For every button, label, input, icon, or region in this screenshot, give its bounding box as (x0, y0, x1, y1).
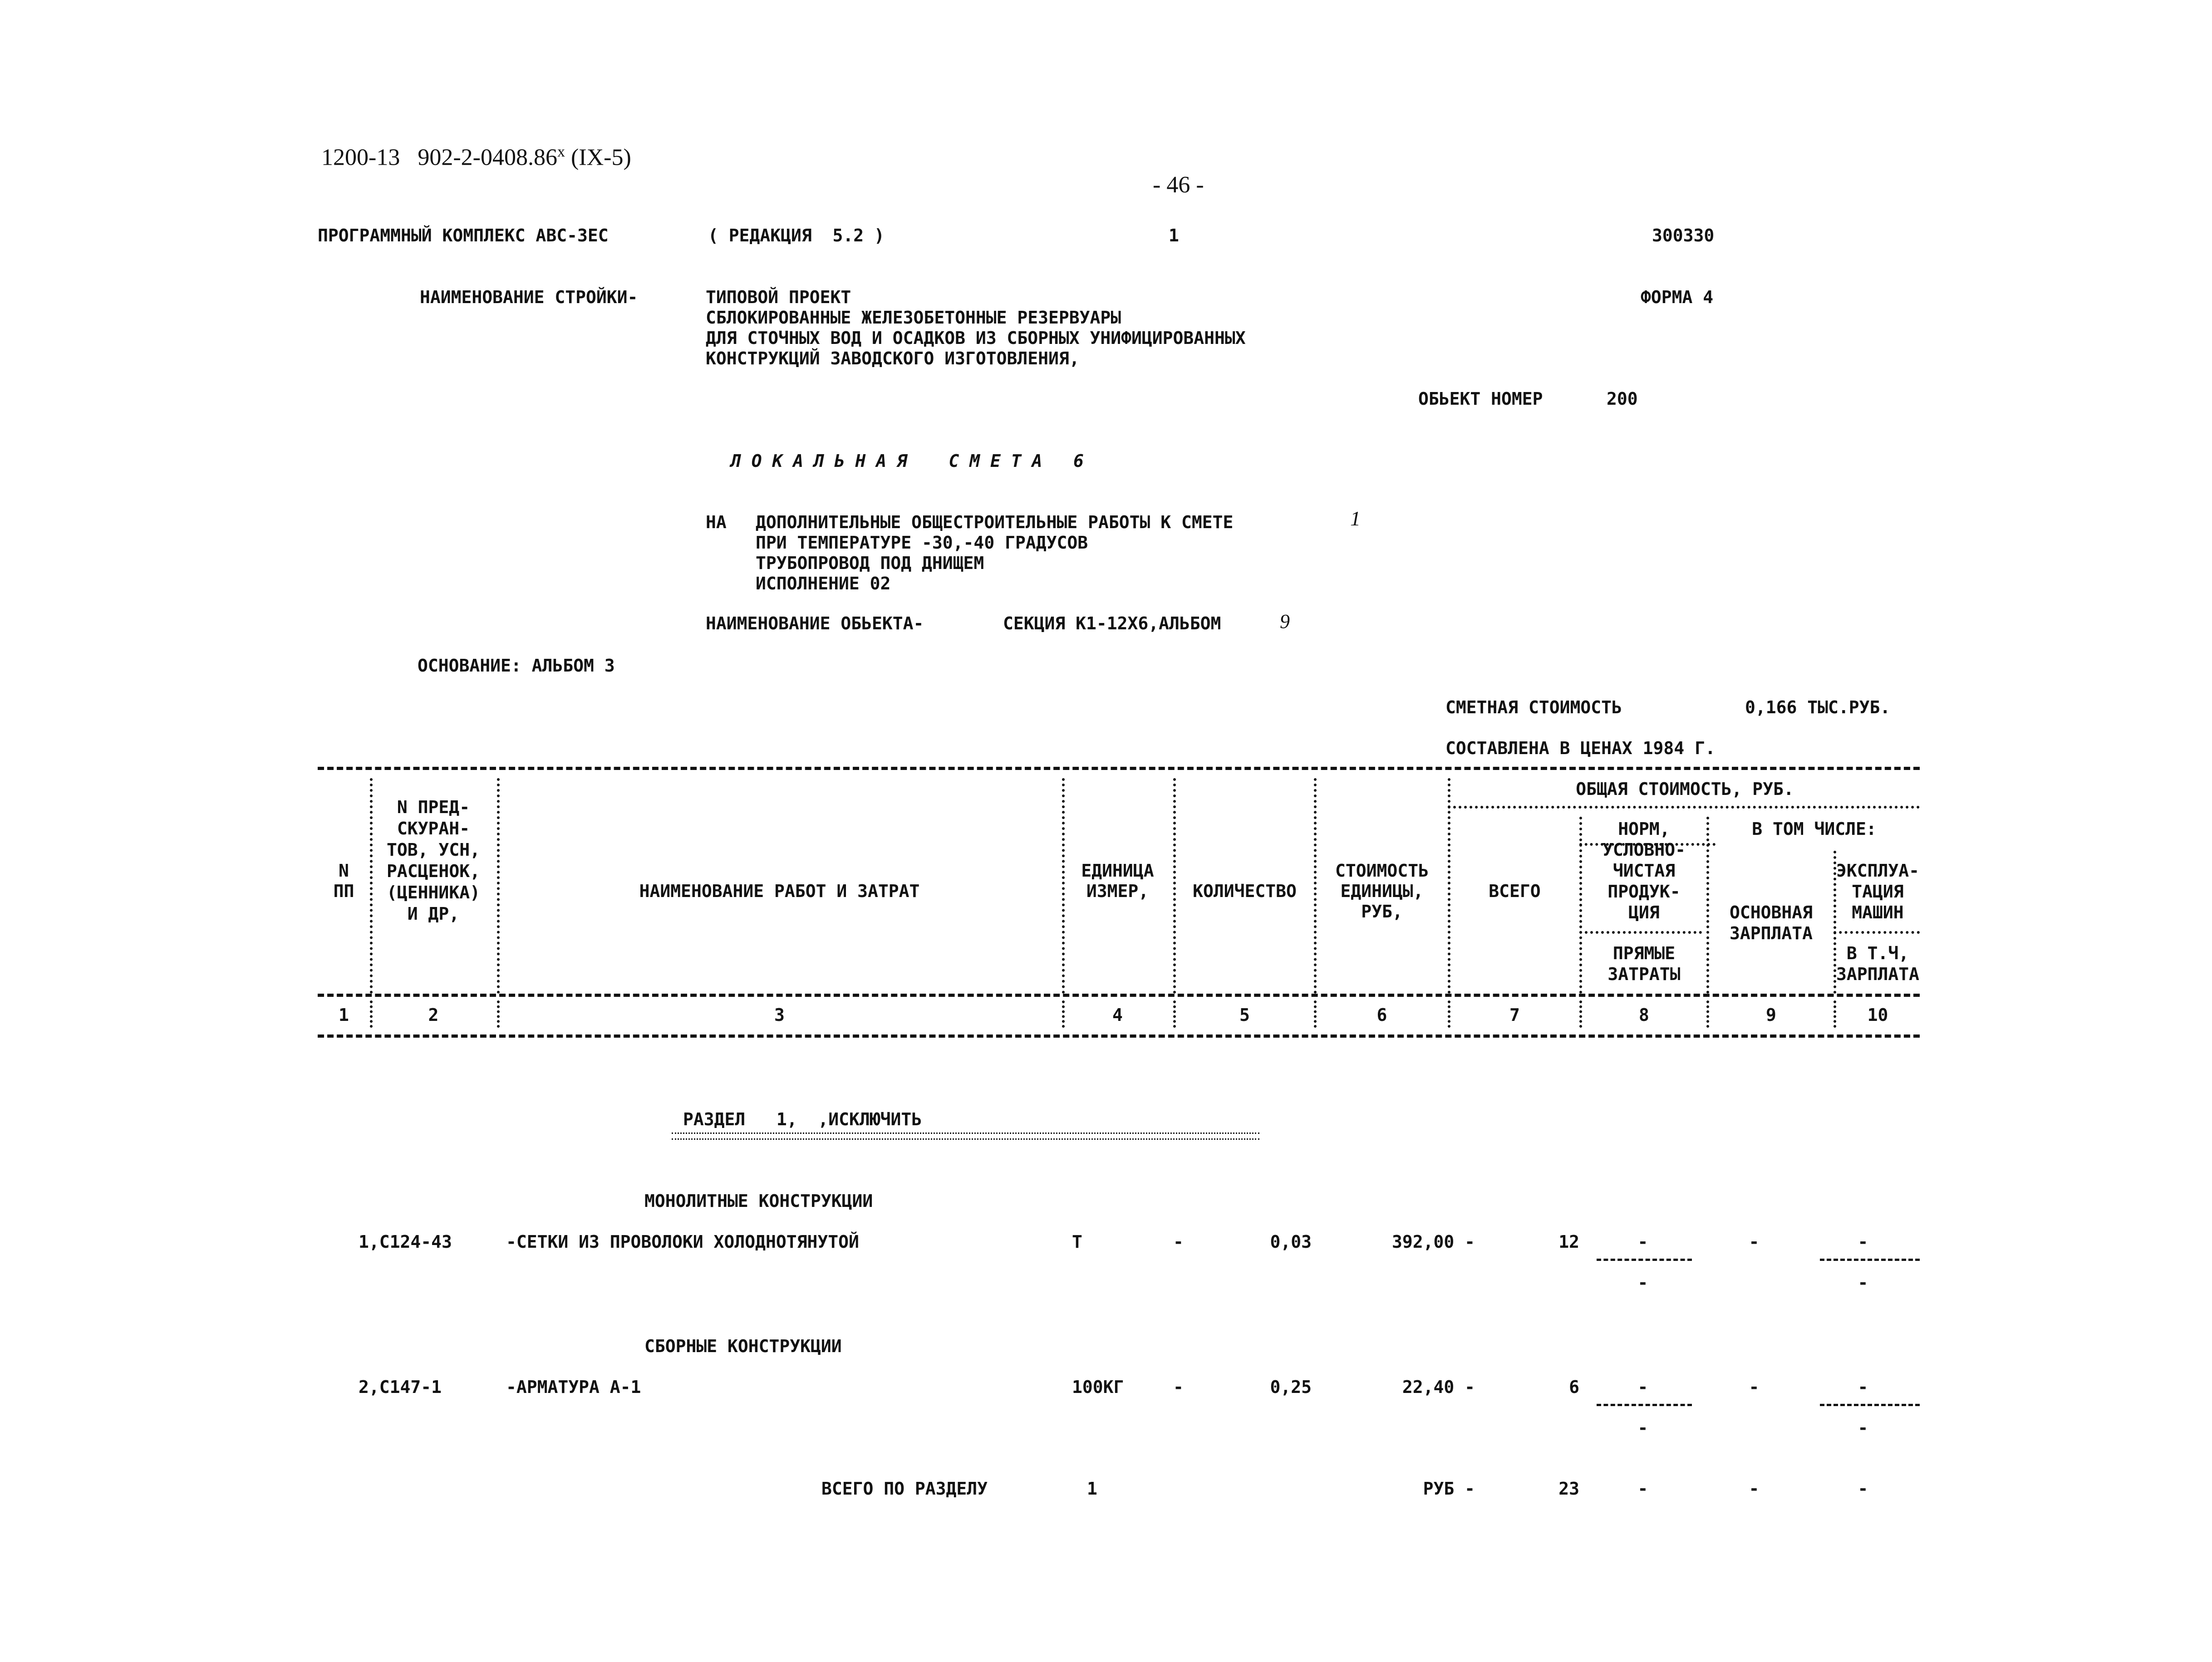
col-number-5: 5 (1239, 1005, 1250, 1025)
row-unit-dash: - (1173, 1377, 1184, 1397)
col-number-1: 1 (339, 1005, 349, 1025)
col8a-head-1: НОРМ, (1618, 819, 1670, 839)
col5-head: КОЛИЧЕСТВО (1193, 881, 1297, 901)
col10b-head-1: В Т.Ч, (1846, 943, 1909, 963)
row-work-name: -АРМАТУРА А-1 (506, 1377, 641, 1397)
row-col10-wage: - (1858, 1273, 1868, 1293)
row-work-name: -СЕТКИ ИЗ ПРОВОЛОКИ ХОЛОДНОТЯНУТОЙ (506, 1232, 859, 1252)
construction-line-3: ДЛЯ СТОЧНЫХ ВОД И ОСАДКОВ ИЗ СБОРНЫХ УНИФИЦИРОВАННЫХ (706, 328, 1246, 348)
header-top-rule (318, 767, 1920, 770)
col-number-7: 7 (1509, 1005, 1520, 1025)
col10-divider-rule (1834, 931, 1920, 934)
cost-label: СМЕТНАЯ СТОИМОСТЬ (1445, 697, 1622, 717)
purpose-line-4: ИСПОЛНЕНИЕ 02 (756, 574, 891, 593)
col8b-head-2: ЗАТРАТЫ (1607, 964, 1681, 984)
col-number-3: 3 (774, 1005, 785, 1025)
section-total-value: 23 (1558, 1479, 1579, 1499)
col-number-4: 4 (1112, 1005, 1123, 1025)
section-title-underline (672, 1133, 1259, 1140)
row-quantity: 0,03 (1270, 1232, 1312, 1252)
purpose-line-1: ДОПОЛНИТЕЛЬНЫЕ ОБЩЕСТРОИТЕЛЬНЫЕ РАБОТЫ К СМЕТЕ (756, 512, 1234, 532)
row-unit: Т (1072, 1232, 1082, 1252)
handwritten-album-number: 9 (1280, 610, 1290, 632)
row-col10-divider (1820, 1404, 1920, 1406)
col-number-6: 6 (1376, 1005, 1387, 1025)
row-unit-dash: - (1173, 1232, 1184, 1252)
section-total-col8: - (1637, 1479, 1648, 1499)
col8a-head-3: ЧИСТАЯ (1612, 861, 1676, 881)
col8-divider-rule (1579, 931, 1702, 934)
program-name: ПРОГРАММНЫЙ КОМПЛЕКС АВС-ЗЕС (318, 226, 609, 245)
construction-line-1: ТИПОВОЙ ПРОЕКТ (706, 287, 851, 307)
form-label: ФОРМА 4 (1641, 287, 1714, 307)
handwritten-estimate-ref: 1 (1350, 507, 1361, 530)
col10a-head-1: ЭКСПЛУА- (1836, 861, 1920, 881)
group-divider-rule (1448, 806, 1920, 809)
col1-head-1: N (339, 861, 349, 881)
document-code-tail: (IX-5) (565, 144, 631, 171)
object-number-label: ОБЬЕКТ НОМЕР (1418, 389, 1543, 409)
row-total: 6 (1569, 1377, 1579, 1397)
col8b-head-1: ПРЯМЫЕ (1612, 943, 1676, 963)
total-cost-group-head: ОБЩАЯ СТОИМОСТЬ, РУБ. (1576, 779, 1794, 799)
col6-head-1: СТОИМОСТЬ (1335, 861, 1429, 881)
section-total-col9: - (1749, 1479, 1760, 1499)
col2-head-4: РАСЦЕНОК, (387, 861, 480, 881)
row-total: 12 (1558, 1232, 1579, 1252)
col4-head-1: ЕДИНИЦА (1081, 861, 1154, 881)
row-col9: - (1749, 1377, 1760, 1397)
row-col8: - (1637, 1232, 1648, 1252)
estimate-title: Л О К А Л Ь Н А Я С М Е Т А 6 (731, 451, 1084, 471)
object-number-value: 200 (1607, 389, 1638, 409)
row-col10: - (1858, 1232, 1868, 1252)
row-unit: 100КГ (1072, 1377, 1124, 1397)
col-number-10: 10 (1867, 1005, 1888, 1025)
including-head: В ТОМ ЧИСЛЕ: (1752, 819, 1877, 839)
cost-value: 0,166 ТЫС.РУБ. (1745, 697, 1891, 717)
prices-basis: СОСТАВЛЕНА В ЦЕНАХ 1984 Г. (1445, 738, 1716, 758)
col1-head-2: ПП (333, 881, 354, 901)
col10a-head-2: ТАЦИЯ (1852, 882, 1904, 902)
page-number: - 46 - (1153, 172, 1204, 198)
col2-head-6: И ДР, (407, 904, 460, 924)
purpose-line-3: ТРУБОПРОВОД ПОД ДНИЩЕМ (756, 553, 984, 573)
row-col8-direct: - (1637, 1418, 1648, 1438)
header-bottom-rule (318, 994, 1920, 997)
col9-head-1: ОСНОВНАЯ (1729, 902, 1813, 922)
section-title: РАЗДЕЛ 1, ,ИСКЛЮЧИТЬ (683, 1109, 922, 1129)
col2-head-2: СКУРАН- (397, 819, 470, 838)
col-number-8: 8 (1639, 1005, 1649, 1025)
col2-head-5: (ЦЕННИКА) (387, 882, 480, 902)
col10b-head-2: ЗАРПЛАТА (1836, 964, 1920, 984)
row-col8-direct: - (1637, 1273, 1648, 1293)
col4-head-2: ИЗМЕР, (1086, 881, 1149, 901)
col8a-head-4: ПРОДУК- (1607, 882, 1681, 902)
col10a-head-3: МАШИН (1852, 902, 1904, 922)
object-name-label: НАИМЕНОВАНИЕ ОБЬЕКТА- (706, 613, 924, 633)
object-name-value: СЕКЦИЯ К1-12Х6,АЛЬБОМ (1003, 613, 1221, 633)
document-code-main: 1200-13 902-2-0408.86 (321, 144, 557, 171)
col6-head-2: ЕДИНИЦЫ, (1340, 881, 1424, 901)
row-col10-divider (1820, 1259, 1920, 1261)
basis: ОСНОВАНИЕ: АЛЬБОМ 3 (418, 656, 615, 676)
group-title-prefab: СБОРНЫЕ КОНСТРУКЦИИ (644, 1336, 842, 1356)
row-col9: - (1749, 1232, 1760, 1252)
col2-head-1: N ПРЕД- (397, 797, 470, 817)
row-unit-price: 392,00 - (1391, 1232, 1475, 1252)
purpose-prefix: НА (706, 512, 727, 532)
col3-head: НАИМЕНОВАНИЕ РАБОТ И ЗАТРАТ (639, 881, 920, 901)
purpose-line-2: ПРИ ТЕМПЕРАТУРЕ -30,-40 ГРАДУСОВ (756, 533, 1088, 553)
col7-head: ВСЕГО (1489, 881, 1541, 901)
row-quantity: 0,25 (1270, 1377, 1312, 1397)
sheet-number: 1 (1169, 226, 1179, 245)
program-edition: ( РЕДАКЦИЯ 5.2 ) (708, 226, 885, 245)
section-total-label: ВСЕГО ПО РАЗДЕЛУ (821, 1479, 988, 1499)
section-total-number: 1 (1087, 1479, 1097, 1499)
row-code: 1,С124-43 (359, 1232, 452, 1252)
group-title-monolithic: МОНОЛИТНЫЕ КОНСТРУКЦИИ (644, 1191, 873, 1211)
document-number: 300330 (1652, 226, 1715, 245)
col8a-head-2: УСЛОВНО- (1602, 840, 1686, 860)
section-total-col10: - (1858, 1479, 1868, 1499)
col-number-2: 2 (428, 1005, 439, 1025)
numbers-bottom-rule (318, 1034, 1920, 1038)
construction-line-2: СБЛОКИРОВАННЫЕ ЖЕЛЕЗОБЕТОННЫЕ РЕЗЕРВУАРЫ (706, 308, 1121, 328)
row-col10-wage: - (1858, 1418, 1868, 1438)
col9-head-2: ЗАРПЛАТА (1729, 923, 1813, 943)
row-col8-divider (1597, 1259, 1692, 1261)
construction-line-4: КОНСТРУКЦИЙ ЗАВОДСКОГО ИЗГОТОВЛЕНИЯ, (706, 348, 1080, 368)
row-unit-price: 22,40 - (1402, 1377, 1475, 1397)
section-total-unit: РУБ - (1423, 1479, 1475, 1499)
col-number-9: 9 (1766, 1005, 1776, 1025)
construction-label: НАИМЕНОВАНИЕ СТРОЙКИ- (420, 287, 638, 307)
document-code (321, 144, 631, 169)
row-col8-divider (1597, 1404, 1692, 1406)
document-code-superscript: x (557, 143, 565, 160)
row-col10: - (1858, 1377, 1868, 1397)
row-code: 2,С147-1 (359, 1377, 442, 1397)
col2-head-3: ТОВ, УСН, (387, 840, 480, 860)
col6-head-3: РУБ, (1361, 902, 1403, 922)
row-col8: - (1637, 1377, 1648, 1397)
col8a-head-5: ЦИЯ (1628, 902, 1660, 922)
